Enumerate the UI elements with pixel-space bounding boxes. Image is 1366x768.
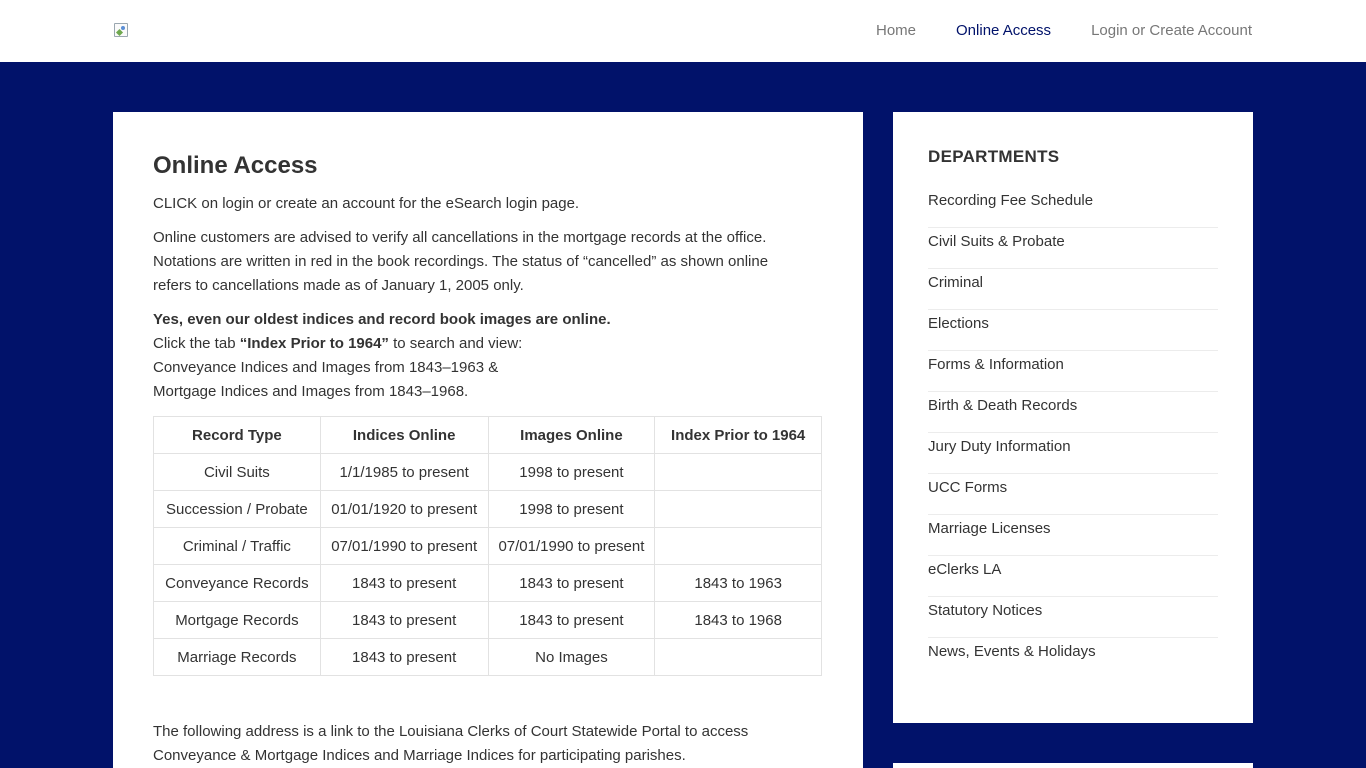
table-cell: 1843 to present (488, 565, 655, 602)
conveyance-line: Conveyance Indices and Images from 1843–1963 & (153, 359, 499, 376)
portal-line: The following address is a link to the Louisiana Clerks of Court Statewide Portal to access (153, 723, 749, 740)
mortgage-line: Mortgage Indices and Images from 1843–1968. (153, 383, 469, 400)
dept-marriage-licenses-link[interactable]: Marriage Licenses (928, 520, 1051, 537)
list-item (928, 515, 1218, 556)
intro-text: CLICK on login or create an account for the eSearch login page. (153, 195, 580, 212)
table-cell: 01/01/1920 to present (320, 491, 488, 528)
table-cell: 07/01/1990 to present (320, 528, 488, 565)
table-row (154, 528, 822, 565)
table-row (154, 491, 822, 528)
table-cell: Marriage Records (154, 639, 321, 676)
table-cell: 1843 to present (320, 639, 488, 676)
table-cell: No Images (488, 639, 655, 676)
portal-line: Conveyance & Mortgage Indices and Marriage Indices for participating parishes. (153, 747, 686, 764)
tab-suffix: to search and view: (388, 335, 523, 352)
table-cell: Criminal / Traffic (154, 528, 321, 565)
dept-birth-death-link[interactable]: Birth & Death Records (928, 397, 1078, 414)
table-cell: Civil Suits (154, 454, 321, 491)
table-cell: 1843 to 1963 (655, 565, 822, 602)
table-cell (655, 491, 822, 528)
advisory-line: Online customers are advised to verify all cancellations in the mortgage records at the office. (153, 229, 767, 246)
dept-civil-suits-link[interactable]: Civil Suits & Probate (928, 233, 1065, 250)
table-cell (655, 639, 822, 676)
list-item (928, 392, 1218, 433)
table-cell: Mortgage Records (154, 602, 321, 639)
departments-list (928, 187, 1218, 679)
table-row (154, 454, 822, 491)
table-header-row (154, 417, 822, 454)
column-header: Index Prior to 1964 (655, 417, 822, 454)
table-cell: 1843 to present (488, 602, 655, 639)
list-item (928, 433, 1218, 474)
departments-sidebar (893, 112, 1253, 723)
portal-text (153, 720, 823, 768)
nav-login-link[interactable]: Login or Create Account (1091, 22, 1252, 39)
table-cell: 1/1/1985 to present (320, 454, 488, 491)
table-cell: Conveyance Records (154, 565, 321, 602)
broken-image-icon[interactable] (114, 23, 130, 39)
table-row (154, 565, 822, 602)
top-navbar (0, 0, 1366, 62)
dept-recording-fee-link[interactable]: Recording Fee Schedule (928, 192, 1094, 209)
table-cell (655, 528, 822, 565)
table-cell: 1998 to present (488, 454, 655, 491)
tab-name: “Index Prior to 1964” (239, 335, 389, 352)
table-row (154, 602, 822, 639)
table-cell: Succession / Probate (154, 491, 321, 528)
list-item (928, 474, 1218, 515)
dept-criminal-link[interactable]: Criminal (928, 274, 984, 291)
list-item (928, 638, 1218, 679)
secondary-sidebar-card (893, 763, 1253, 768)
dept-ucc-forms-link[interactable]: UCC Forms (928, 479, 1008, 496)
table-cell: 1998 to present (488, 491, 655, 528)
main-nav (876, 21, 1252, 41)
column-header: Record Type (154, 417, 321, 454)
dept-forms-link[interactable]: Forms & Information (928, 356, 1064, 373)
table-cell: 07/01/1990 to present (488, 528, 655, 565)
nav-home-link[interactable]: Home (876, 22, 917, 39)
column-header: Images Online (488, 417, 655, 454)
table-row (154, 639, 822, 676)
advisory-text (153, 226, 823, 298)
page-title: Online Access (153, 152, 318, 179)
records-table (153, 416, 822, 676)
table-cell: 1843 to present (320, 565, 488, 602)
nav-online-access-link[interactable]: Online Access (956, 22, 1052, 39)
main-content-card (113, 112, 863, 768)
table-cell (655, 454, 822, 491)
advisory-line: Notations are written in red in the book recordings. The status of “cancelled” as shown online (153, 253, 769, 270)
dept-statutory-notices-link[interactable]: Statutory Notices (928, 602, 1043, 619)
list-item (928, 351, 1218, 392)
list-item (928, 597, 1218, 638)
list-item (928, 269, 1218, 310)
list-item (928, 187, 1218, 228)
dept-jury-duty-link[interactable]: Jury Duty Information (928, 438, 1071, 455)
oldest-records-text (153, 308, 823, 404)
list-item (928, 228, 1218, 269)
dept-news-events-link[interactable]: News, Events & Holidays (928, 643, 1096, 660)
sidebar-title: DEPARTMENTS (928, 147, 1060, 166)
table-cell: 1843 to 1968 (655, 602, 822, 639)
column-header: Indices Online (320, 417, 488, 454)
list-item (928, 310, 1218, 351)
table-cell: 1843 to present (320, 602, 488, 639)
dept-elections-link[interactable]: Elections (928, 315, 989, 332)
advisory-line: refers to cancellations made as of January 1, 2005 only. (153, 277, 524, 294)
dept-eclerks-link[interactable]: eClerks LA (928, 561, 1002, 578)
tab-prefix: Click the tab (153, 335, 240, 352)
oldest-records-heading: Yes, even our oldest indices and record book images are online. (153, 311, 611, 328)
list-item (928, 556, 1218, 597)
